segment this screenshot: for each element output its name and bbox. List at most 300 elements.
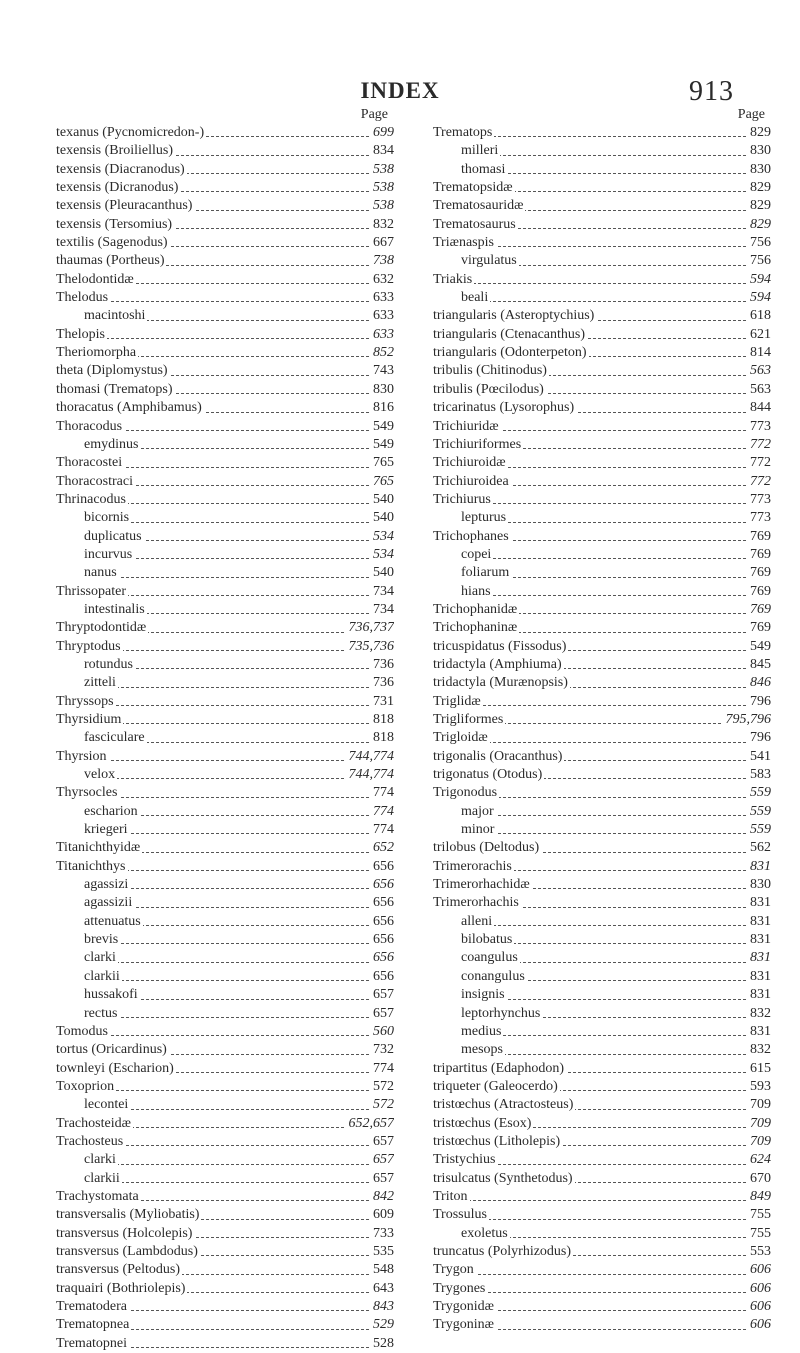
entry-page: 733 bbox=[370, 1225, 394, 1243]
leader-dots bbox=[433, 705, 771, 706]
entry-page: 795,796 bbox=[723, 711, 772, 729]
index-entry bbox=[56, 124, 394, 142]
entry-term: tridactyla (Amphiuma) bbox=[433, 656, 562, 672]
entry-page: 832 bbox=[747, 1005, 771, 1023]
index-entry bbox=[56, 583, 394, 601]
entry-page: 528 bbox=[370, 1335, 394, 1353]
entry-term: triqueter (Galeocerdo) bbox=[433, 1078, 558, 1094]
page-column-label: Page bbox=[360, 107, 388, 122]
entry-page: 735,736 bbox=[346, 638, 395, 656]
entry-term: Thryptodus bbox=[56, 638, 121, 654]
entry-term: exoletus bbox=[433, 1226, 510, 1241]
entry-page: 632 bbox=[370, 271, 394, 289]
index-entry bbox=[56, 344, 394, 362]
entry-page: 842 bbox=[370, 1188, 394, 1206]
entry-term: thoracatus (Amphibamus) bbox=[56, 400, 202, 416]
index-entry bbox=[56, 748, 394, 766]
entry-page: 540 bbox=[370, 509, 394, 527]
entry-page: 559 bbox=[747, 784, 771, 802]
entry-term: bilobatus bbox=[433, 932, 514, 947]
entry-page: 773 bbox=[747, 418, 771, 436]
index-entry bbox=[56, 1041, 394, 1059]
entry-page: 538 bbox=[370, 161, 394, 179]
entry-page: 831 bbox=[747, 894, 771, 912]
entry-page: 540 bbox=[370, 491, 394, 509]
entry-term: Triton bbox=[433, 1188, 468, 1204]
index-entry bbox=[433, 601, 771, 619]
index-entry bbox=[433, 289, 771, 307]
entry-term: traquairi (Bothriolepis) bbox=[56, 1280, 186, 1296]
entry-page: 670 bbox=[747, 1170, 771, 1188]
entry-term: Thyrsidium bbox=[56, 712, 122, 727]
entry-term: clarkii bbox=[56, 969, 122, 984]
entry-page: 829 bbox=[747, 124, 771, 142]
index-entry bbox=[433, 766, 771, 784]
index-entry bbox=[433, 748, 771, 766]
entry-page: 755 bbox=[747, 1206, 771, 1224]
entry-page: 699 bbox=[370, 124, 394, 142]
entry-term: tribulis (Pœcilodus) bbox=[433, 381, 544, 397]
entry-page: 796 bbox=[747, 729, 771, 747]
entry-term: texanus (Pycnomicredon-) bbox=[56, 125, 205, 140]
entry-term: Trichiuriformes bbox=[433, 436, 522, 452]
entry-term: fasciculare bbox=[56, 730, 147, 745]
index-entry bbox=[433, 362, 771, 380]
entry-page: 831 bbox=[747, 949, 771, 967]
index-entry bbox=[433, 1243, 771, 1261]
entry-term: texensis (Pleuracanthus) bbox=[56, 198, 193, 214]
entry-term: Trigloidæ bbox=[433, 730, 488, 746]
entry-page: 744,774 bbox=[346, 748, 395, 766]
entry-page: 562 bbox=[747, 839, 771, 857]
index-entry bbox=[56, 491, 394, 509]
entry-page: 540 bbox=[370, 564, 394, 582]
index-entry bbox=[56, 197, 394, 215]
entry-term: Tristychius bbox=[433, 1152, 496, 1168]
index-entry bbox=[433, 913, 771, 931]
index-entry bbox=[433, 1023, 771, 1041]
entry-page: 796 bbox=[747, 693, 771, 711]
index-entry bbox=[56, 1133, 394, 1151]
entry-term: tricarinatus (Lysorophus) bbox=[433, 400, 575, 416]
entry-term: Thyrsion bbox=[56, 748, 107, 764]
entry-term: Titanichthys bbox=[56, 858, 126, 874]
entry-term: Trichophanidæ bbox=[433, 601, 518, 617]
entry-page: 831 bbox=[747, 986, 771, 1004]
entry-page: 831 bbox=[747, 931, 771, 949]
entry-term: kriegeri bbox=[56, 822, 130, 837]
entry-page: 818 bbox=[370, 711, 394, 729]
entry-term: Triglidæ bbox=[433, 693, 481, 709]
entry-page: 736 bbox=[370, 674, 394, 692]
entry-page: 832 bbox=[370, 216, 394, 234]
entry-page: 773 bbox=[747, 491, 771, 509]
index-entry bbox=[433, 528, 771, 546]
entry-term: tortus (Oricardinus) bbox=[56, 1042, 167, 1058]
index-entry bbox=[433, 1096, 771, 1114]
index-entry bbox=[433, 803, 771, 821]
entry-page: 814 bbox=[747, 344, 771, 362]
index-entry bbox=[56, 307, 394, 325]
index-entry bbox=[433, 564, 771, 582]
entry-term: Thyrsocles bbox=[56, 785, 118, 801]
entry-page: 769 bbox=[747, 546, 771, 564]
entry-page: 756 bbox=[747, 234, 771, 252]
index-entry bbox=[433, 583, 771, 601]
index-entry bbox=[56, 766, 394, 784]
entry-term: minor bbox=[433, 822, 496, 837]
index-entry bbox=[433, 491, 771, 509]
index-entry bbox=[433, 381, 771, 399]
entry-page: 657 bbox=[370, 986, 394, 1004]
index-entry bbox=[56, 509, 394, 527]
index-entry bbox=[56, 289, 394, 307]
entry-term: Thoracostei bbox=[56, 455, 123, 471]
index-entry bbox=[56, 1115, 394, 1133]
index-entry bbox=[433, 858, 771, 876]
entry-term: Trygoninæ bbox=[433, 1317, 494, 1333]
entry-term: medius bbox=[433, 1024, 503, 1039]
index-entry bbox=[433, 326, 771, 344]
entry-term: tridactyla (Murænopsis) bbox=[433, 675, 568, 691]
entry-term: duplicatus bbox=[56, 529, 144, 544]
index-entry bbox=[56, 381, 394, 399]
entry-term: textilis (Sagenodus) bbox=[56, 235, 168, 251]
entry-page: 549 bbox=[370, 436, 394, 454]
entry-page: 606 bbox=[747, 1316, 771, 1334]
index-entry bbox=[56, 638, 394, 656]
entry-term: Thoracodus bbox=[56, 418, 123, 434]
entry-term: Trichiuroidæ bbox=[433, 455, 506, 471]
entry-term: transversus (Peltodus) bbox=[56, 1262, 181, 1278]
entry-term: Trematopnea bbox=[56, 1317, 130, 1333]
entry-page: 831 bbox=[747, 968, 771, 986]
index-entry bbox=[56, 1206, 394, 1224]
entry-page: 709 bbox=[747, 1115, 771, 1133]
index-entry bbox=[433, 839, 771, 857]
entry-term: Thryssops bbox=[56, 693, 114, 709]
index-entry bbox=[433, 1078, 771, 1096]
index-entry bbox=[433, 1151, 771, 1169]
index-entry bbox=[56, 528, 394, 546]
entry-term: Trematops bbox=[433, 125, 493, 140]
index-entry bbox=[433, 1206, 771, 1224]
entry-page: 667 bbox=[370, 234, 394, 252]
index-entry bbox=[433, 656, 771, 674]
entry-term: Trematosaurus bbox=[433, 216, 516, 232]
index-entry bbox=[433, 161, 771, 179]
entry-term: copei bbox=[433, 547, 493, 562]
entry-term: Trimerorachis bbox=[433, 858, 512, 874]
entry-term: transversus (Lambdodus) bbox=[56, 1243, 198, 1259]
entry-term: hussakofi bbox=[56, 987, 140, 1002]
entry-page: 656 bbox=[370, 894, 394, 912]
entry-term: foliarum bbox=[433, 565, 511, 580]
index-entry bbox=[56, 1243, 394, 1261]
entry-page: 606 bbox=[747, 1298, 771, 1316]
entry-page: 549 bbox=[747, 638, 771, 656]
index-entry bbox=[433, 1261, 771, 1279]
entry-term: Titanichthyidæ bbox=[56, 840, 141, 856]
entry-term: beali bbox=[433, 290, 490, 305]
entry-page: 773 bbox=[747, 509, 771, 527]
entry-term: Trematopnei bbox=[56, 1335, 128, 1351]
index-entry bbox=[56, 784, 394, 802]
index-entry bbox=[433, 711, 771, 729]
index-entry bbox=[56, 1005, 394, 1023]
entry-page: 549 bbox=[370, 418, 394, 436]
entry-term: brevis bbox=[56, 932, 120, 947]
entry-page: 831 bbox=[747, 1023, 771, 1041]
index-entry bbox=[56, 1096, 394, 1114]
entry-page: 755 bbox=[747, 1225, 771, 1243]
entry-term: texensis (Dicranodus) bbox=[56, 180, 179, 196]
index-entry bbox=[56, 601, 394, 619]
entry-page: 606 bbox=[747, 1280, 771, 1298]
entry-term: leptorhynchus bbox=[433, 1006, 542, 1021]
index-entry bbox=[56, 179, 394, 197]
index-entry bbox=[56, 1078, 394, 1096]
entry-term: virgulatus bbox=[433, 253, 519, 268]
entry-page: 572 bbox=[370, 1096, 394, 1114]
index-entry bbox=[56, 839, 394, 857]
entry-page: 846 bbox=[747, 674, 771, 692]
entry-page: 657 bbox=[370, 1170, 394, 1188]
entry-page: 769 bbox=[747, 528, 771, 546]
entry-term: agassizii bbox=[56, 895, 134, 910]
entry-page: 593 bbox=[747, 1078, 771, 1096]
entry-page: 583 bbox=[747, 766, 771, 784]
index-entry bbox=[433, 1115, 771, 1133]
entry-term: Trichophanes bbox=[433, 528, 509, 544]
entry-page: 844 bbox=[747, 399, 771, 417]
entry-page: 738 bbox=[370, 252, 394, 270]
entry-page: 769 bbox=[747, 583, 771, 601]
index-entry bbox=[433, 968, 771, 986]
entry-term: Theriomorpha bbox=[56, 345, 137, 361]
entry-page: 830 bbox=[370, 381, 394, 399]
entry-term: Trachosteidæ bbox=[56, 1115, 131, 1131]
index-entry bbox=[56, 913, 394, 931]
entry-page: 765 bbox=[370, 454, 394, 472]
entry-term: clarki bbox=[56, 1152, 118, 1167]
entry-page: 633 bbox=[370, 289, 394, 307]
index-entry bbox=[56, 454, 394, 472]
entry-page: 831 bbox=[747, 913, 771, 931]
entry-page: 652,657 bbox=[346, 1115, 395, 1133]
entry-page: 731 bbox=[370, 693, 394, 711]
index-entry bbox=[56, 693, 394, 711]
entry-term: Trygones bbox=[433, 1280, 486, 1296]
entry-page: 736 bbox=[370, 656, 394, 674]
entry-page: 829 bbox=[747, 216, 771, 234]
entry-page: 734 bbox=[370, 601, 394, 619]
entry-term: Thoracostraci bbox=[56, 473, 133, 489]
index-entry bbox=[56, 436, 394, 454]
entry-term: Thelodontidæ bbox=[56, 271, 134, 287]
index-entry bbox=[433, 124, 771, 142]
entry-page: 849 bbox=[747, 1188, 771, 1206]
entry-term: thaumas (Portheus) bbox=[56, 253, 165, 269]
index-entry bbox=[56, 1188, 394, 1206]
leader-dots bbox=[433, 283, 771, 284]
entry-page: 829 bbox=[747, 197, 771, 215]
index-entry bbox=[56, 1335, 394, 1353]
entry-term: triangularis (Asteroptychius) bbox=[433, 308, 595, 324]
index-entry bbox=[56, 931, 394, 949]
entry-term: Trimerorhachidæ bbox=[433, 877, 530, 893]
index-entry bbox=[56, 986, 394, 1004]
entry-page: 624 bbox=[747, 1151, 771, 1169]
index-entry bbox=[433, 252, 771, 270]
index-entry bbox=[433, 1133, 771, 1151]
index-entry bbox=[56, 216, 394, 234]
entry-term: tristœchus (Esox) bbox=[433, 1115, 532, 1131]
page-column-label: Page bbox=[737, 107, 765, 122]
index-entry bbox=[433, 473, 771, 491]
index-entry bbox=[433, 271, 771, 289]
index-entry bbox=[433, 307, 771, 325]
index-entry bbox=[433, 179, 771, 197]
index-column-left bbox=[56, 106, 394, 1353]
entry-term: texensis (Diacranodus) bbox=[56, 161, 185, 177]
entry-term: Trimerorhachis bbox=[433, 895, 519, 911]
entry-page: 834 bbox=[370, 142, 394, 160]
index-entry bbox=[56, 362, 394, 380]
entry-page: 709 bbox=[747, 1096, 771, 1114]
index-entry bbox=[433, 638, 771, 656]
entry-page: 657 bbox=[370, 1151, 394, 1169]
entry-page: 572 bbox=[370, 1078, 394, 1096]
index-entry bbox=[56, 803, 394, 821]
entry-term: alleni bbox=[433, 914, 494, 929]
entry-term: attenuatus bbox=[56, 914, 143, 929]
index-entry bbox=[56, 674, 394, 692]
entry-page: 772 bbox=[747, 473, 771, 491]
page-title: INDEX bbox=[360, 78, 440, 103]
index-entry bbox=[56, 1298, 394, 1316]
entry-term: Thrinacodus bbox=[56, 491, 126, 507]
entry-term: Trygonidæ bbox=[433, 1299, 494, 1314]
index-entry bbox=[433, 784, 771, 802]
entry-term: clarki bbox=[56, 950, 118, 965]
entry-term: mesops bbox=[433, 1042, 505, 1057]
entry-page: 563 bbox=[747, 381, 771, 399]
index-entry bbox=[433, 344, 771, 362]
entry-term: Trachosteus bbox=[56, 1133, 124, 1149]
index-entry bbox=[433, 1298, 771, 1316]
index-entry bbox=[433, 894, 771, 912]
entry-page: 534 bbox=[370, 528, 394, 546]
entry-term: rotundus bbox=[56, 657, 135, 672]
index-entry bbox=[433, 619, 771, 637]
index-entry bbox=[56, 234, 394, 252]
entry-term: bicornis bbox=[56, 510, 131, 525]
index-entry bbox=[56, 619, 394, 637]
index-entry bbox=[56, 821, 394, 839]
entry-term: Trachystomata bbox=[56, 1188, 139, 1204]
entry-term: velox bbox=[56, 767, 117, 782]
entry-page: 774 bbox=[370, 1060, 394, 1078]
index-entry bbox=[433, 1225, 771, 1243]
entry-page: 756 bbox=[747, 252, 771, 270]
entry-page: 656 bbox=[370, 949, 394, 967]
entry-term: lecontei bbox=[56, 1097, 130, 1112]
entry-page: 538 bbox=[370, 197, 394, 215]
entry-page: 831 bbox=[747, 858, 771, 876]
entry-term: Triakis bbox=[433, 271, 473, 287]
index-entry bbox=[56, 968, 394, 986]
entry-term: triangularis (Ctenacanthus) bbox=[433, 326, 586, 342]
entry-term: Triænaspis bbox=[433, 235, 494, 251]
entry-page: 538 bbox=[370, 179, 394, 197]
index-entry bbox=[56, 326, 394, 344]
entry-term: emydinus bbox=[56, 437, 140, 452]
entry-term: clarkii bbox=[56, 1171, 122, 1186]
index-entry bbox=[56, 656, 394, 674]
entry-page: 541 bbox=[747, 748, 771, 766]
page-number: 913 bbox=[689, 76, 734, 107]
entry-page: 769 bbox=[747, 601, 771, 619]
entry-term: Trematodera bbox=[56, 1299, 128, 1314]
entry-page: 656 bbox=[370, 876, 394, 894]
index-entry bbox=[433, 674, 771, 692]
entry-page: 548 bbox=[370, 1261, 394, 1279]
entry-term: thomasi (Trematops) bbox=[56, 381, 173, 397]
index-entry bbox=[56, 894, 394, 912]
entry-page: 633 bbox=[370, 326, 394, 344]
entry-term: Tomodus bbox=[56, 1023, 108, 1039]
entry-term: tristœchus (Atractosteus) bbox=[433, 1097, 574, 1113]
entry-page: 657 bbox=[370, 1005, 394, 1023]
entry-page: 656 bbox=[370, 913, 394, 931]
entry-page: 845 bbox=[747, 656, 771, 674]
index-entry bbox=[56, 1170, 394, 1188]
entry-term: Trigliformes bbox=[433, 712, 504, 727]
entry-page: 765 bbox=[370, 473, 394, 491]
index-entry bbox=[433, 1188, 771, 1206]
entry-page: 769 bbox=[747, 564, 771, 582]
entry-page: 656 bbox=[370, 858, 394, 876]
entry-term: tristœchus (Litholepis) bbox=[433, 1133, 561, 1149]
index-entry bbox=[56, 418, 394, 436]
entry-term: Trichophaninæ bbox=[433, 620, 518, 636]
index-entry bbox=[433, 876, 771, 894]
entry-term: lepturus bbox=[433, 510, 508, 525]
entry-term: incurvus bbox=[56, 547, 134, 562]
index-entry bbox=[56, 1316, 394, 1334]
entry-term: Trichiuridæ bbox=[433, 418, 499, 434]
index-entry bbox=[433, 399, 771, 417]
entry-term: Trigonodus bbox=[433, 785, 498, 801]
entry-term: intestinalis bbox=[56, 602, 147, 617]
index-entry bbox=[433, 821, 771, 839]
index-entry bbox=[56, 1023, 394, 1041]
entry-term: insignis bbox=[433, 987, 507, 1002]
entry-page: 734 bbox=[370, 583, 394, 601]
index-entry bbox=[433, 509, 771, 527]
index-entry bbox=[56, 876, 394, 894]
index-entry bbox=[433, 142, 771, 160]
index-entry bbox=[433, 454, 771, 472]
index-entry bbox=[433, 986, 771, 1004]
entry-page: 769 bbox=[747, 619, 771, 637]
index-entry bbox=[433, 546, 771, 564]
entry-page: 534 bbox=[370, 546, 394, 564]
index-entry bbox=[433, 729, 771, 747]
entry-page: 732 bbox=[370, 1041, 394, 1059]
index-entry bbox=[433, 931, 771, 949]
